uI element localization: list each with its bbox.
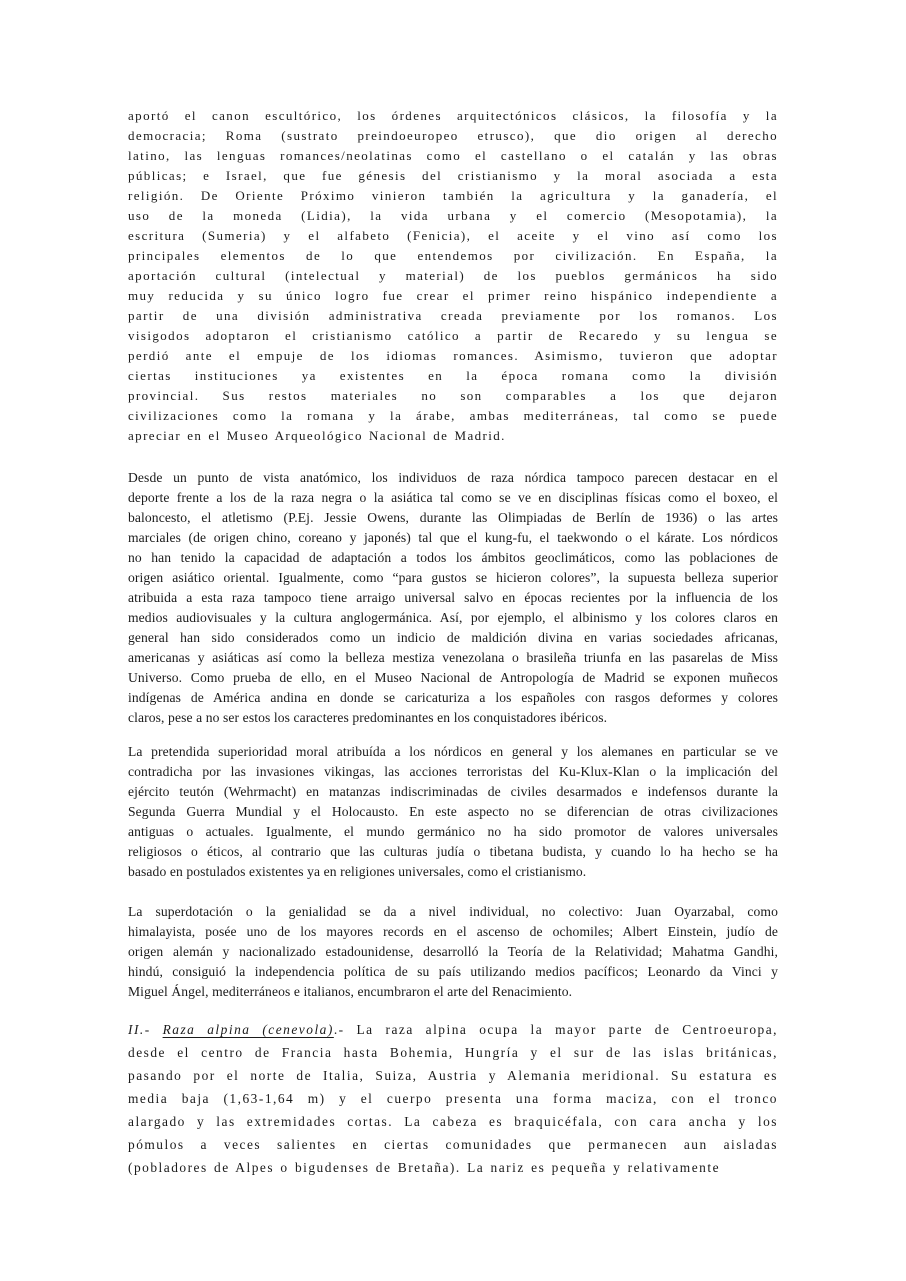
text-line: (pobladores de Alpes o bigudenses de Bretaña). La nariz es pequeña y relativamente — [128, 1160, 721, 1175]
text-line: aportación cultural (intelectual y material) de los pueblos germánicos ha sido — [128, 268, 778, 283]
text-line: deporte frente a los de la raza negra o la asiática tal como se ve en disciplinas físicas como el boxeo, el — [128, 490, 778, 505]
text-line: Universo. Como prueba de ello, en el Museo Nacional de Antropología de Madrid se exponen muñecos — [128, 670, 778, 685]
document-body — [128, 106, 778, 1179]
text-line: alargado y las extremidades cortas. La cabeza es braquicéfala, con cara ancha y los — [128, 1114, 778, 1129]
text-line: desde el centro de Francia hasta Bohemia, Hungría y el sur de las islas británicas, — [128, 1045, 778, 1060]
heading-run: II.- — [128, 1022, 163, 1037]
text-line: pómulos a veces salientes en ciertas comunidades que permanecen aun aisladas — [128, 1137, 778, 1152]
text-line: no han tenido la capacidad de adaptación a todos los ámbitos geoclimáticos, como las poblaciones de — [128, 550, 778, 565]
text-line: aportó el canon escultórico, los órdenes arquitectónicos clásicos, la filosofía y la — [128, 108, 778, 123]
text-line: antiguas o actuales. Igualmente, el mundo germánico no ha sido promotor de valores universales — [128, 824, 778, 839]
text-line: ciertas instituciones ya existentes en la época romana como la división — [128, 368, 778, 383]
text-line: pasando por el norte de Italia, Suiza, Austria y Alemania meridional. Su estatura es — [128, 1068, 778, 1083]
text-line: claros, pese a no ser estos los caracteres predominantes en los conquistadores ibéricos. — [128, 710, 608, 725]
text-line: ejército teutón (Wehrmacht) en matanzas indiscriminadas de civiles desarmados e indefensos durante la — [128, 784, 778, 799]
text-line: civilizaciones como la romana y la árabe, ambas mediterráneas, tal como se puede — [128, 408, 778, 423]
text-line: provincial. Sus restos materiales no son comparables a los que dejaron — [128, 388, 778, 403]
paragraph — [128, 106, 778, 446]
text-line — [128, 1018, 778, 1041]
text-line: americanas y asiáticas así como la belleza mestiza venezolana o brasileña triunfa en las pasarelas de Miss — [128, 650, 778, 665]
text-line: religiosos o éticos, al contrario que las culturas judía o tibetana budista, y cuando lo ha hecho se ha — [128, 844, 778, 859]
section-heading-underlined: Raza alpina (cenevola) — [162, 1022, 334, 1037]
paragraph — [128, 902, 778, 1002]
text-line: perdió ante el empuje de los idiomas romances. Asimismo, tuvieron que adoptar — [128, 348, 778, 363]
text-line: basado en postulados existentes ya en religiones universales, como el cristianismo. — [128, 864, 587, 879]
text-line: públicas; e Israel, que fue génesis del cristianismo y la moral asociada a esta — [128, 168, 778, 183]
text-line: escritura (Sumeria) y el alfabeto (Fenicia), el aceite y el vino así como los — [128, 228, 778, 243]
text-line: baloncesto, el atletismo (P.Ej. Jessie Owens, durante las Olimpiadas de Berlín de 1936) o las artes — [128, 510, 778, 525]
text-line: medios audiovisuales y la cultura anglogermánica. Así, por ejemplo, el albinismo y los colores claros en — [128, 610, 778, 625]
text-line: hindú, consiguió la independencia política de su país utilizando medios pacíficos; Leonardo da Vinci y — [128, 964, 778, 979]
text-line: democracia; Roma (sustrato preindoeuropeo etrusco), que dio origen al derecho — [128, 128, 778, 143]
text-line: origen asiático oriental. Igualmente, como “para gustos se hicieron colores”, la supuesta belleza superior — [128, 570, 778, 585]
text-line: Segunda Guerra Mundial y el Holocausto. En este aspecto no se diferencian de otras civilizaciones — [128, 804, 778, 819]
text-line: muy reducida y su único logro fue crear el primer reino hispánico independiente a — [128, 288, 778, 303]
text-line: latino, las lenguas romances/neolatinas como el castellano o el catalán y las obras — [128, 148, 778, 163]
text-line: visigodos adoptaron el cristianismo católico a partir de Recaredo y su lengua se — [128, 328, 778, 343]
text-line: general han sido considerados como un indicio de maldición divina en varias sociedades africanas, — [128, 630, 778, 645]
text-line: contradicha por las invasiones vikingas, las acciones terroristas del Ku-Klux-Klan o la implicación del — [128, 764, 778, 779]
text-line: Desde un punto de vista anatómico, los individuos de raza nórdica tampoco parecen destacar en el — [128, 470, 778, 485]
text-line: La pretendida superioridad moral atribuída a los nórdicos en general y los alemanes en particular se ve — [128, 744, 778, 759]
text-line: Miguel Ángel, mediterráneos e italianos, encumbraron el arte del Renacimiento. — [128, 984, 573, 999]
text-line: himalayista, posée uno de los mayores records en el ascenso de ochomiles; Albert Einstein, judío de — [128, 924, 778, 939]
text-line: marciales (de origen chino, coreano y japonés) tal que el kung-fu, el taekwondo o el kárate. Los nórdicos — [128, 530, 778, 545]
text-line: religión. De Oriente Próximo vinieron también la agricultura y la ganadería, el — [128, 188, 778, 203]
text-line: origen alemán y nacionalizado estadounidense, desarrolló la Teoría de la Relatividad; Mahatma Gandhi, — [128, 944, 778, 959]
text-line: La superdotación o la genialidad se da a nivel individual, no colectivo: Juan Oyarzabal, como — [128, 904, 778, 919]
heading-run: .- — [333, 1022, 357, 1037]
heading-run: La raza alpina ocupa la mayor parte de Centroeuropa, — [356, 1022, 778, 1037]
text-line: uso de la moneda (Lidia), la vida urbana y el comercio (Mesopotamia), la — [128, 208, 778, 223]
text-line: atribuida a esta raza tampoco tiene arraigo universal salvo en épocas recientes por la influencia de los — [128, 590, 778, 605]
text-line: partir de una división administrativa creada previamente por los romanos. Los — [128, 308, 778, 323]
text-line: principales elementos de lo que entendemos por civilización. En España, la — [128, 248, 778, 263]
text-line: media baja (1,63-1,64 m) y el cuerpo presenta una forma maciza, con el tronco — [128, 1091, 778, 1106]
paragraph — [128, 468, 778, 728]
paragraph — [128, 742, 778, 882]
paragraph — [128, 1018, 778, 1179]
text-line: indígenas de América andina en donde se caricaturiza a los españoles con rasgos deformes y colores — [128, 690, 778, 705]
text-line: apreciar en el Museo Arqueológico Nacional de Madrid. — [128, 428, 506, 443]
